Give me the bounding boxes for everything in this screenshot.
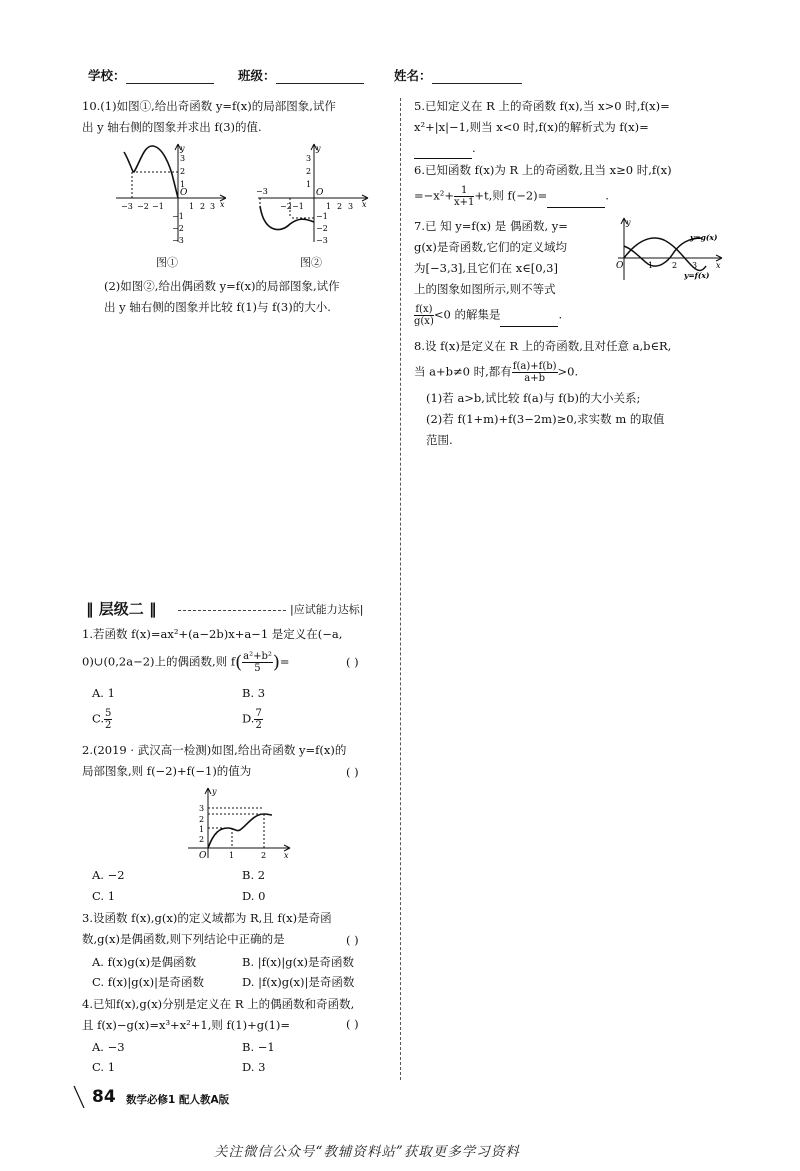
q2-x-label: x [284,851,289,860]
fig2-tick-x2: 2 [337,202,343,211]
question-1-answer-paren[interactable]: ( ) [346,655,359,669]
fig1-x-label: x [220,200,225,209]
question-2: 2.(2019 · 武汉高一检测)如图,给出奇函数 y=f(x)的 局部图象,则 f(−2)+f(−1)的值为 [82,743,347,778]
fig2-tick-y-minus2: −2 [316,224,328,233]
level-banner-leader [178,610,286,611]
question-2-option-b[interactable]: B. 2 [242,868,266,882]
question-2-option-c[interactable]: C. 1 [92,889,116,903]
name-label: 姓名： [394,68,432,83]
q7-tick-2: 2 [672,261,678,270]
fig2-tick-minus2: −2 [280,202,292,211]
fig2-tick-x1: 1 [326,202,332,211]
column-divider [400,98,401,1080]
fig2-tick-1: 1 [306,180,312,189]
q7-y-label: y [626,218,631,227]
question-3-option-a[interactable]: A. f(x)g(x)是偶函数 [92,955,197,969]
fig1-y-label: y [180,144,185,153]
name-blank[interactable] [432,71,522,84]
q7-tick-1: 1 [648,261,654,270]
school-field [88,66,214,84]
question-5-answer-blank[interactable] [414,146,472,159]
fig1-tick-minus3: −3 [121,202,133,211]
fig2-tick-3: 3 [306,154,312,163]
class-blank[interactable] [276,71,364,84]
question-6: 6.已知函数 f(x)为 R 上的奇函数,且当 x≥0 时,f(x) =−x²+ $\frac{1}{x+1}$ +t,则 f(−2)= . [414,163,672,208]
question-4-answer-paren[interactable]: ( ) [346,1017,359,1031]
question-4-option-d[interactable]: D. 3 [242,1060,266,1074]
fig2-tick-minus3: −3 [256,187,268,196]
question-3-option-b[interactable]: B. |f(x)|g(x)是奇函数 [242,955,355,969]
figure-1-odd-function-graph [112,142,232,248]
question-3-answer-paren[interactable]: ( ) [346,933,359,947]
level-tag: |应试能力达标| [290,603,364,616]
q2-y-label: y [212,787,217,796]
page-number: 84 [92,1087,116,1107]
fig1-tick-minus2: −2 [137,202,149,211]
book-title: 数学必修1 配人教A版 [126,1094,230,1106]
fig1-tick-3: 3 [180,154,186,163]
fig1-tick-1: 1 [180,180,186,189]
question-1-option-d[interactable]: D. $\frac{7}{2}$ [242,708,262,731]
fig1-origin: O [180,188,188,198]
q2-tick-y3: 3 [199,804,205,813]
q7-g-label: y=g(x) [690,233,718,242]
fig1-tick-y-minus2: −2 [172,224,184,233]
fig2-tick-minus1: −1 [292,202,304,211]
question-2-option-d[interactable]: D. 0 [242,889,266,903]
question-2-option-a[interactable]: A. −2 [92,868,125,882]
question-2-graph [184,784,296,860]
question-6-answer-blank[interactable] [547,195,605,208]
fig2-tick-y-minus3: −3 [316,236,328,245]
question-4-option-b[interactable]: B. −1 [242,1040,275,1054]
fig1-tick-minus1: −1 [152,202,164,211]
q2-curve [208,814,272,848]
school-blank[interactable] [126,71,214,84]
question-7: 7.已 知 y=f(x) 是 偶函数, y= g(x)是奇函数,它们的定义域均 为[−3,3],且它们在 x∈[0,3] 上的图象如图所示,则不等式 $\frac{f(x)}{g(x)}$ <0 的解集是 . [414,219,568,327]
question-4-option-a[interactable]: A. −3 [92,1040,125,1054]
question-8: 8.设 f(x)是定义在 R 上的奇函数,且对任意 a,b∈R, 当 a+b≠0 时,都有 $\frac{f(a)+f(b)}{a+b}$ >0. (1)若 a>b,试比较 f(a)与 f(b)的大小关系; (2)若 f(1+m)+f(3−2m)≥0,求实数 m 的取值 范围. [414,339,672,447]
fig2-y-label: y [316,144,321,153]
fig1-tick-2: 2 [180,167,186,176]
question-7-graph [614,216,728,282]
question-7-answer-blank[interactable] [500,314,558,327]
q7-x-label: x [716,261,721,270]
level-2-banner [86,598,386,620]
school-label: 学校： [88,68,126,83]
footer-note: 关注微信公众号“教辅资料站”获取更多学习资料 [214,1144,520,1160]
class-label: 班级： [238,68,276,83]
figure-2-caption: 图② [300,256,322,269]
footer-slash-mark [72,1084,86,1110]
name-field [394,66,522,84]
q2-tick-y2-lower: 2 [199,835,205,844]
fig2-x-label: x [362,200,367,209]
figure-2-even-function-graph [254,142,374,248]
fig2-tick-x3: 3 [348,202,354,211]
fig1-tick-y-minus1: −1 [172,212,184,221]
fig2-tick-y-minus1: −1 [316,212,328,221]
question-3: 3.设函数 f(x),g(x)的定义域都为 R,且 f(x)是奇函 数,g(x)是偶函数,则下列结论中正确的是 [82,911,332,946]
q2-tick-x1: 1 [229,851,235,860]
question-2-answer-paren[interactable]: ( ) [346,765,359,779]
question-4-option-c[interactable]: C. 1 [92,1060,116,1074]
fig2-tick-2: 2 [306,167,312,176]
q7-tick-3: 3 [692,261,698,270]
q7-curve-f [624,238,702,266]
fig1-tick-y-minus3: −3 [172,236,184,245]
q7-origin: O [616,261,624,271]
question-1: 1.若函数 f(x)=ax²+(a−2b)x+a−1 是定义在(−a, 0)∪(0,2a−2)上的偶函数,则 f( $\frac{\text{a²+b²}}{5}$ )= [82,627,343,674]
q7-f-label: y=f(x) [684,271,710,280]
q2-tick-x2: 2 [261,851,267,860]
question-3-option-d[interactable]: D. |f(x)g(x)|是奇函数 [242,975,355,989]
fig1-tick-x1: 1 [189,202,195,211]
question-10-part1: 10.(1)如图①,给出奇函数 y=f(x)的局部图象,试作 出 y 轴右侧的图象并求出 f(3)的值. [82,99,336,134]
fig2-origin: O [316,188,324,198]
question-5: 5.已知定义在 R 上的奇函数 f(x),当 x>0 时,f(x)= x²+|x|−1,则当 x<0 时,f(x)的解析式为 f(x)= . [414,96,670,159]
q2-origin: O [199,851,207,860]
question-3-option-c[interactable]: C. f(x)|g(x)|是奇函数 [92,975,204,989]
fig1-tick-x2: 2 [200,202,206,211]
q2-tick-y2: 2 [199,815,205,824]
fig1-tick-x3: 3 [210,202,216,211]
question-1-option-b[interactable]: B. 3 [242,686,266,700]
question-10-part2: (2)如图②,给出偶函数 y=f(x)的局部图象,试作 出 y 轴右侧的图象并比较 f(1)与 f(3)的大小. [104,279,340,314]
question-4: 4.已知f(x),g(x)分别是定义在 R 上的偶函数和奇函数, 且 f(x)−g(x)=x³+x²+1,则 f(1)+g(1)= [82,997,355,1032]
class-field [238,66,364,84]
level-title: ‖ 层级二 ‖ [86,600,157,618]
figure-1-caption: 图① [156,256,178,269]
question-1-option-c[interactable]: C. $\frac{5}{2}$ [92,708,112,731]
question-1-option-a[interactable]: A. 1 [92,686,115,700]
q2-tick-y1: 1 [199,825,205,834]
